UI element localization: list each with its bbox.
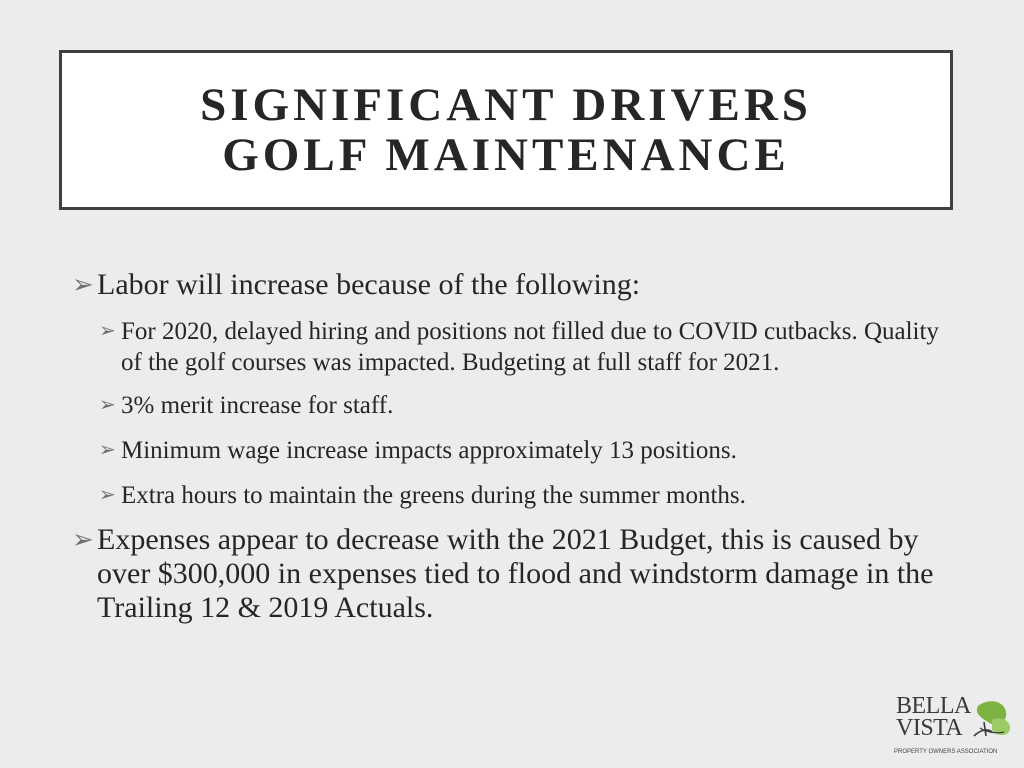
bullet-labor [72,268,942,302]
arrow-bullet-icon: ➢ [99,320,116,342]
slide-title-line-1: SIGNIFICANT DRIVERS [200,79,812,131]
sub-bullet-merit [99,390,942,421]
bullet-list [72,268,942,625]
sub-bullet-extra-hours-text: Extra hours to maintain the greens during the summer months. [121,482,746,509]
sub-bullet-merit-text: 3% merit increase for staff. [121,392,394,419]
sub-bullet-covid-text: For 2020, delayed hiring and positions not filled due to COVID cutbacks. Quality of the golf courses was impacted. Budgeting at full staff for 2021. [121,318,939,376]
logo-subtitle: PROPERTY OWNERS ASSOCIATION [894,749,998,755]
bella-vista-logo [894,694,1016,756]
bullet-expenses-text: Expenses appear to decrease with the 2021 Budget, this is caused by over $300,000 in expenses tied to flood and windstorm damage in the Trailing 12 & 2019 Actuals. [97,523,934,624]
title-box [59,50,953,210]
leaf-tree-icon [970,698,1014,740]
sub-bullet-min-wage-text: Minimum wage increase impacts approximately 13 positions. [121,437,737,464]
logo-word-bella: BELLA [896,693,971,719]
slide-title-line-2: GOLF MAINTENANCE [222,129,790,181]
sub-bullet-min-wage [99,435,942,466]
arrow-bullet-icon: ➢ [99,439,116,461]
logo-word-vista: VISTA [896,715,963,741]
bullet-labor-text: Labor will increase because of the following: [97,268,641,301]
arrow-bullet-icon: ➢ [72,270,94,299]
arrow-bullet-icon: ➢ [99,484,116,506]
sub-bullet-extra-hours [99,480,942,511]
arrow-bullet-icon: ➢ [99,394,116,416]
bullet-expenses [72,523,942,625]
arrow-bullet-icon: ➢ [72,525,94,554]
sub-bullet-covid [99,316,942,378]
